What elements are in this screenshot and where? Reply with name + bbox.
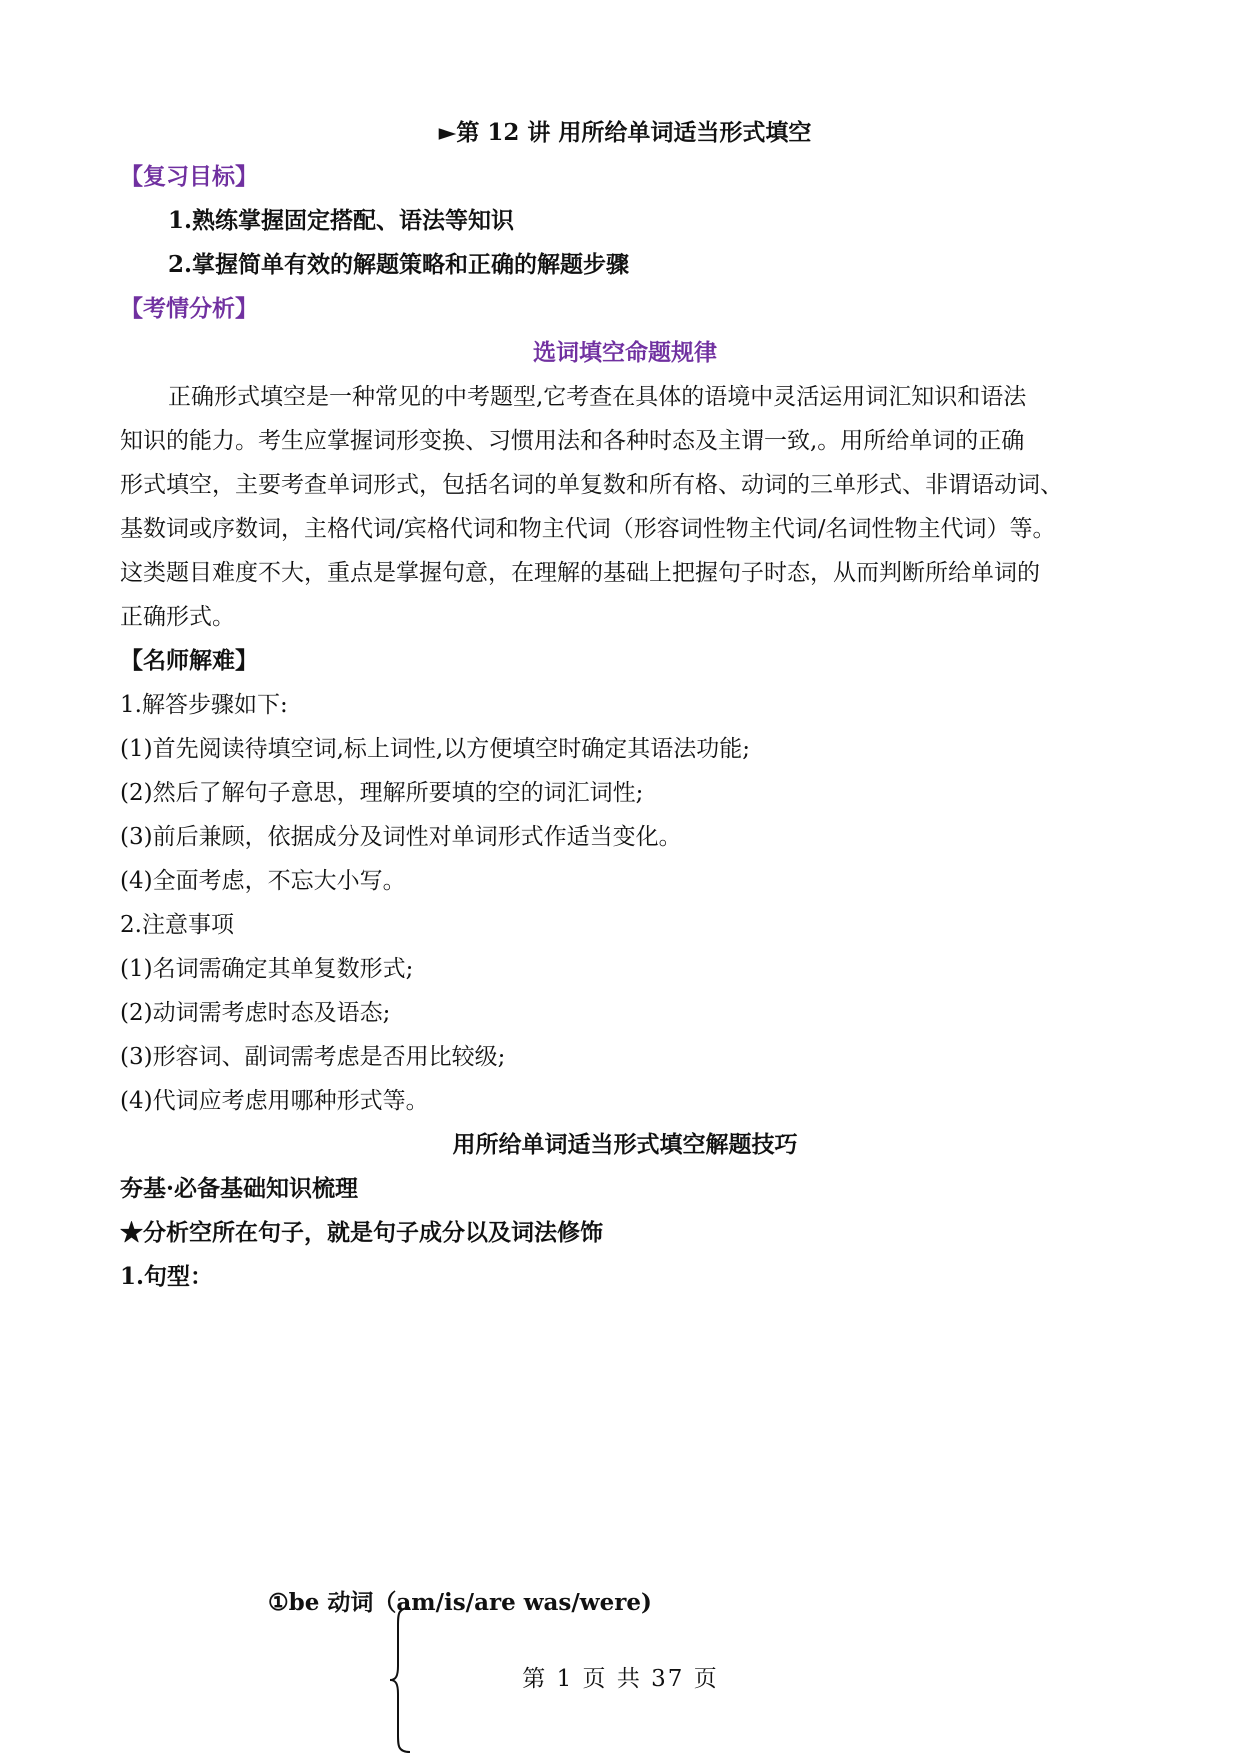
page-title: ►第 12 讲 用所给单词适当形式填空 (438, 119, 812, 146)
step-item: (2)然后了解句子意思，理解所要填的空的词汇词性; (120, 780, 644, 806)
be-verb-line: ①be 动词（am/is/are was/were) (268, 1589, 652, 1616)
techniques-section: 夯基·必备基础知识梳理 (120, 1175, 359, 1202)
step-item: (3)前后兼顾，依据成分及词性对单词形式作适当变化。 (120, 824, 682, 850)
note-item: (1)名词需确定其单复数形式; (120, 956, 414, 982)
note-item: (2)动词需考虑时态及语态; (120, 1000, 391, 1026)
analysis-paragraph-line: 形式填空，主要考查单词形式，包括名词的单复数和所有格、动词的三单形式、非谓语动词、 (120, 472, 1063, 498)
techniques-heading: 用所给单词适当形式填空解题技巧 (452, 1131, 798, 1158)
analysis-paragraph-line: 正确形式填空是一种常见的中考题型,它考查在具体的语境中灵活运用词汇知识和语法 (168, 384, 1027, 410)
analysis-paragraph-line: 知识的能力。考生应掌握词形变换、习惯用法和各种时态及主谓一致,。用所给单词的正确 (120, 428, 1025, 454)
pattern-title: 1.句型： (120, 1263, 214, 1290)
review-goal-item: 2.掌握简单有效的解题策略和正确的解题步骤 (168, 251, 630, 278)
teacher-heading: 【名师解难】 (120, 647, 258, 674)
analysis-paragraph-line: 基数词或序数词，主格代词/宾格代词和物主代词（形容词性物主代词/名词性物主代词）等。 (120, 516, 1056, 542)
note-item: (3)形容词、副词需考虑是否用比较级; (120, 1044, 506, 1070)
analysis-subheading: 选词填空命题规律 (533, 339, 717, 366)
review-goal-item: 1.熟练掌握固定搭配、语法等知识 (168, 207, 515, 234)
star-line: ★分析空所在句子，就是句子成分以及词法修饰 (120, 1219, 603, 1246)
review-goals-heading: 【复习目标】 (120, 163, 258, 190)
steps-title: 1.解答步骤如下: (120, 692, 288, 718)
analysis-paragraph-line: 正确形式。 (120, 604, 235, 630)
step-item: (4)全面考虑，不忘大小写。 (120, 868, 406, 894)
note-item: (4)代词应考虑用哪种形式等。 (120, 1088, 429, 1114)
step-item: (1)首先阅读待填空词,标上词性,以方便填空时确定其语法功能; (120, 736, 750, 762)
analysis-heading: 【考情分析】 (120, 295, 258, 322)
notes-title: 2.注意事项 (120, 912, 234, 938)
page-number-footer: 第 1 页 共 37 页 (522, 1666, 719, 1692)
analysis-paragraph-line: 这类题目难度不大，重点是掌握句意，在理解的基础上把握句子时态，从而判断所给单词的 (120, 560, 1040, 586)
